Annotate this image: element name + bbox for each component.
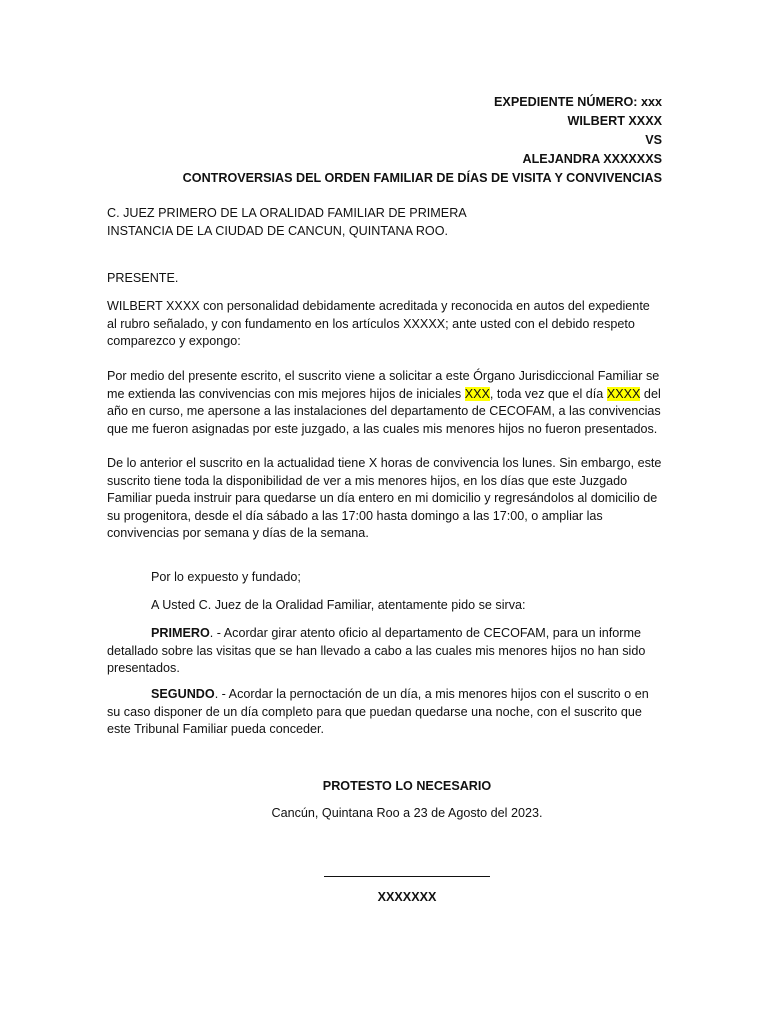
- expediente-number: EXPEDIENTE NÚMERO: xxx: [494, 95, 662, 109]
- signature-line: [324, 866, 490, 877]
- presente-line: PRESENTE.: [107, 271, 179, 285]
- expuesto-line: Por lo expuesto y fundado;: [151, 570, 301, 584]
- request-text-2: , toda vez que el día: [489, 386, 607, 401]
- segundo-text: . - Acordar la pernoctación de un día, a mis menores hijos con el suscrito o en su caso disponer de un día completo para que puedan quedarse una noche, con el suscrito que este Tribunal Familiar pueda conceder.: [107, 687, 649, 737]
- defendant-name: ALEJANDRA XXXXXXS: [522, 152, 662, 166]
- versus-label: VS: [645, 133, 662, 147]
- petition-primero: [107, 625, 662, 678]
- highlighted-date: XXXX: [606, 386, 641, 401]
- case-subject: CONTROVERSIAS DEL ORDEN FAMILIAR DE DÍAS DE VISITA Y CONVIVENCIAS: [182, 171, 662, 185]
- request-text-1: Por medio del presente escrito, el suscrito viene a solicitar a este Órgano Jurisdiccional Familiar se me extienda las convivencias con mis mejores hijos de iniciales: [107, 369, 660, 401]
- request-text-3: del año en curso, me apersone a las instalaciones del departamento de CECOFAM, a las convivencias que me fueron asignadas por este juzgado, a las cuales mis menores hijos no fueron presentados.: [107, 386, 661, 436]
- petition-line: A Usted C. Juez de la Oralidad Familiar, atentamente pido se sirva:: [151, 598, 526, 612]
- primero-label: PRIMERO: [151, 626, 210, 640]
- addressee-line-2: INSTANCIA DE LA CIUDAD DE CANCUN, QUINTANA ROO.: [107, 223, 449, 238]
- segundo-label: SEGUNDO: [151, 687, 215, 701]
- place-date-line: Cancún, Quintana Roo a 23 de Agosto del 2023.: [271, 806, 543, 820]
- plaintiff-name: WILBERT XXXX: [567, 114, 662, 128]
- request-paragraph: [107, 368, 662, 438]
- petition-segundo: [107, 686, 662, 739]
- protesto-line: PROTESTO LO NECESARIO: [322, 779, 492, 793]
- case-header: [107, 93, 662, 188]
- availability-paragraph: De lo anterior el suscrito en la actualidad tiene X horas de convivencia los lunes. Sin embargo, este suscrito tiene toda la disponibilidad de ver a mis menores hijos, en los días que este Juzgado Familiar pueda instruir para quedarse un día entero en mi domicilio y regresándolos al domicilio de su progenitora, desde el día sábado a las 17:00 hasta domingo a las 17:00, o ampliar las convivencias por semana y días de la semana.: [107, 456, 662, 541]
- signature-name: XXXXXXX: [377, 890, 437, 904]
- addressee-line-1: C. JUEZ PRIMERO DE LA ORALIDAD FAMILIAR DE PRIMERA: [107, 206, 467, 220]
- primero-text: . - Acordar girar atento oficio al departamento de CECOFAM, para un informe detallado sobre las visitas que se han llevado a cabo a las cuales mis menores hijos no han sido presentados.: [107, 626, 646, 676]
- highlighted-initials: XXX: [464, 386, 490, 401]
- intro-paragraph: WILBERT XXXX con personalidad debidamente acreditada y reconocida en autos del expediente al rubro señalado, y con fundamento en los artículos XXXXX; ante usted con el debido respeto comparezco y expongo:: [107, 299, 650, 349]
- addressee-block: [107, 205, 662, 240]
